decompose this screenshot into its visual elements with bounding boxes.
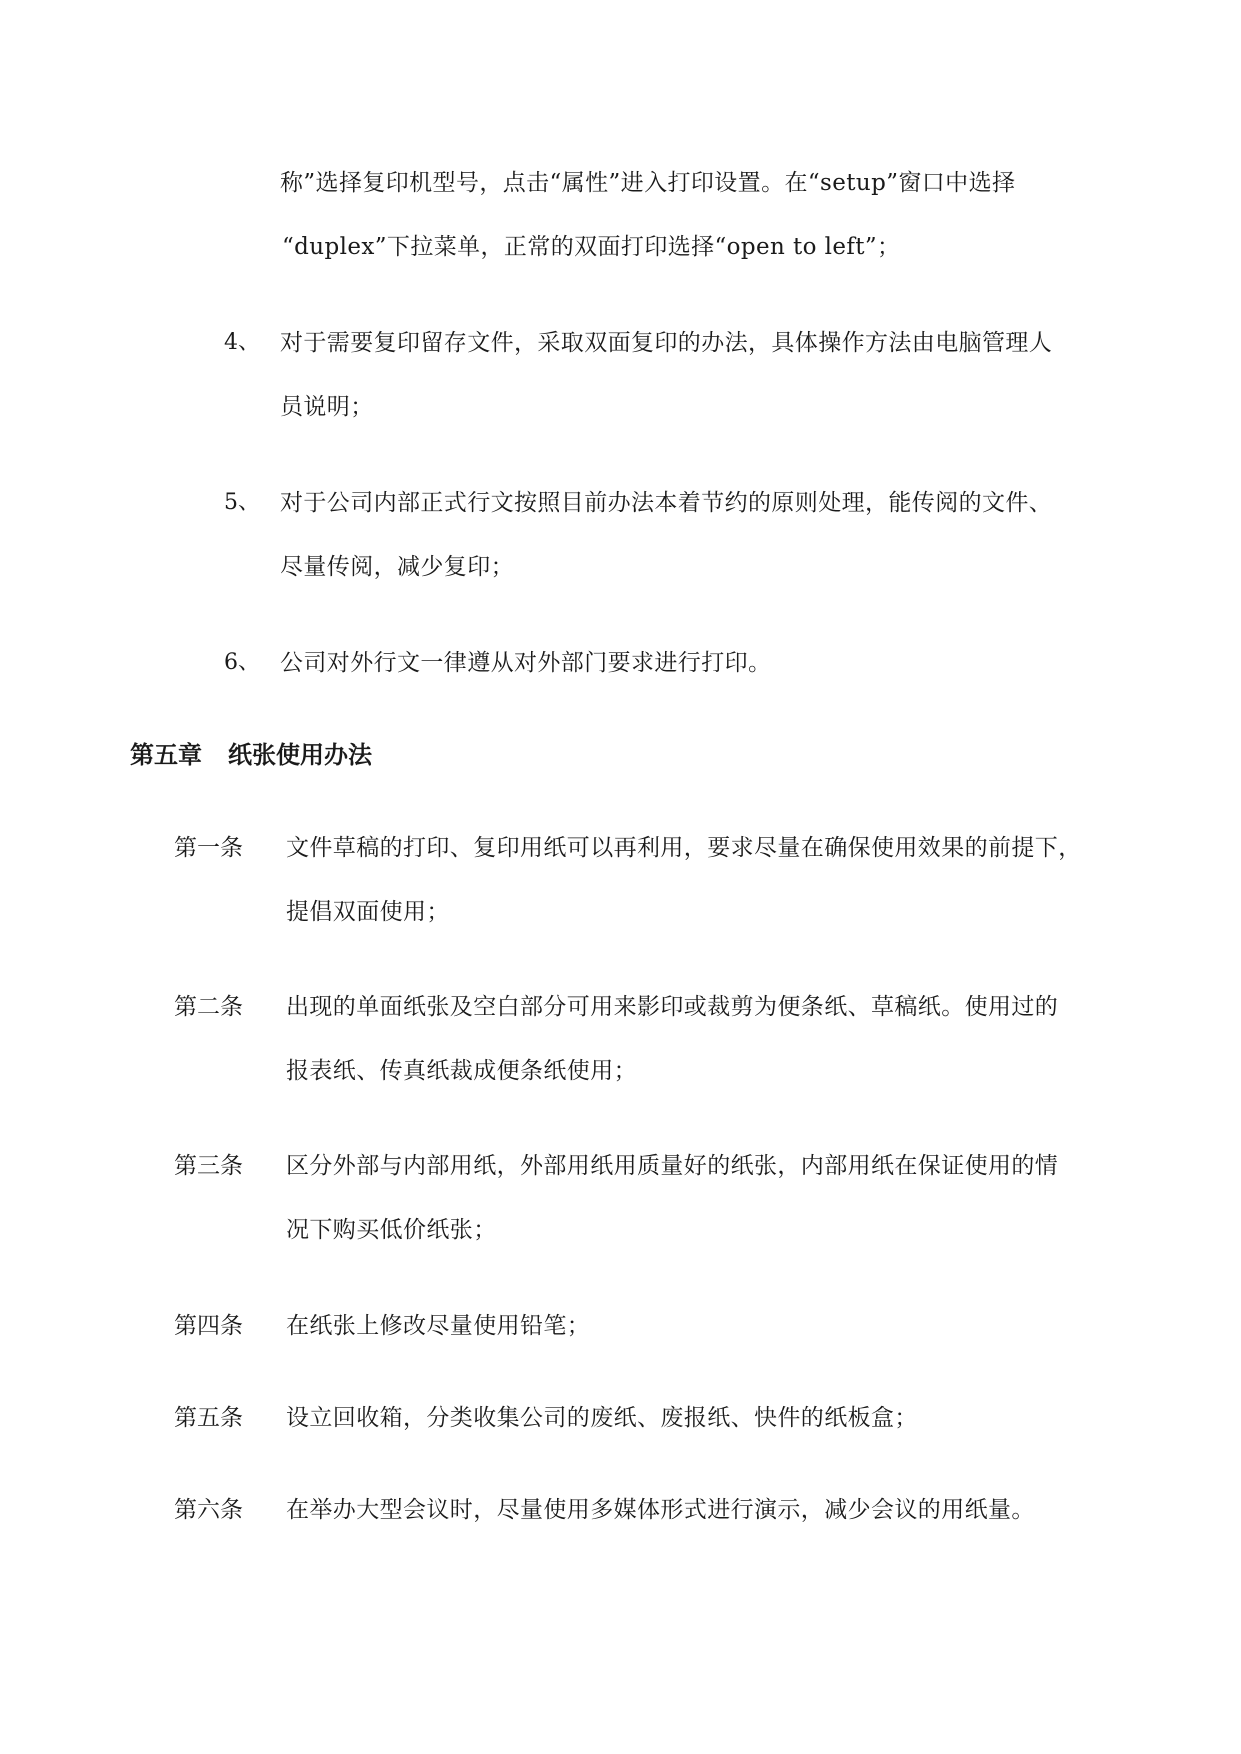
- item-6-line-1: 公司对外行文一律遵从对外部门要求进行打印。: [280, 650, 772, 676]
- item-5-line-1: 对于公司内部正式行文按照目前办法本着节约的原则处理，能传阅的文件、: [280, 490, 1053, 516]
- item-3-continuation-line-1: 称”选择复印机型号，点击“属性”进入打印设置。在“setup”窗口中选择: [280, 170, 1016, 196]
- item-3-continuation-line-2: “duplex”下拉菜单，正常的双面打印选择“open to left”；: [282, 234, 901, 260]
- item-4-number: 4、: [224, 330, 260, 355]
- article-6-label: 第六条: [174, 1497, 243, 1523]
- chapter-heading: [130, 740, 372, 770]
- item-4-line-2: 员说明；: [280, 394, 374, 420]
- article-5-line-1: 设立回收箱，分类收集公司的废纸、废报纸、快件的纸板盒；: [286, 1405, 918, 1431]
- chapter-label: 第五章: [130, 740, 202, 769]
- article-3-line-1: 区分外部与内部用纸，外部用纸用质量好的纸张，内部用纸在保证使用的情: [286, 1153, 1059, 1179]
- item-6-number: 6、: [224, 650, 260, 675]
- article-4-line-1: 在纸张上修改尽量使用铅笔；: [286, 1313, 591, 1339]
- article-5-label: 第五条: [174, 1405, 243, 1431]
- item-5-line-2: 尽量传阅，减少复印；: [280, 554, 514, 580]
- item-4-line-1: 对于需要复印留存文件，采取双面复印的办法，具体操作方法由电脑管理人: [280, 330, 1053, 356]
- item-5-number: 5、: [224, 490, 260, 515]
- article-4-label: 第四条: [174, 1313, 243, 1339]
- article-2-line-2: 报表纸、传真纸裁成便条纸使用；: [286, 1058, 637, 1084]
- article-1-line-2: 提倡双面使用；: [286, 899, 450, 925]
- chapter-title: 纸张使用办法: [228, 740, 372, 769]
- article-2-line-1: 出现的单面纸张及空白部分可用来影印或裁剪为便条纸、草稿纸。使用过的: [286, 994, 1059, 1020]
- article-3-line-2: 况下购买低价纸张；: [286, 1217, 497, 1243]
- article-3-label: 第三条: [174, 1153, 243, 1179]
- article-1-line-1: 文件草稿的打印、复印用纸可以再利用，要求尽量在确保使用效果的前提下，: [286, 835, 1082, 861]
- article-1-label: 第一条: [174, 835, 243, 861]
- article-2-label: 第二条: [174, 994, 243, 1020]
- article-6-line-1: 在举办大型会议时，尽量使用多媒体形式进行演示，减少会议的用纸量。: [286, 1497, 1035, 1523]
